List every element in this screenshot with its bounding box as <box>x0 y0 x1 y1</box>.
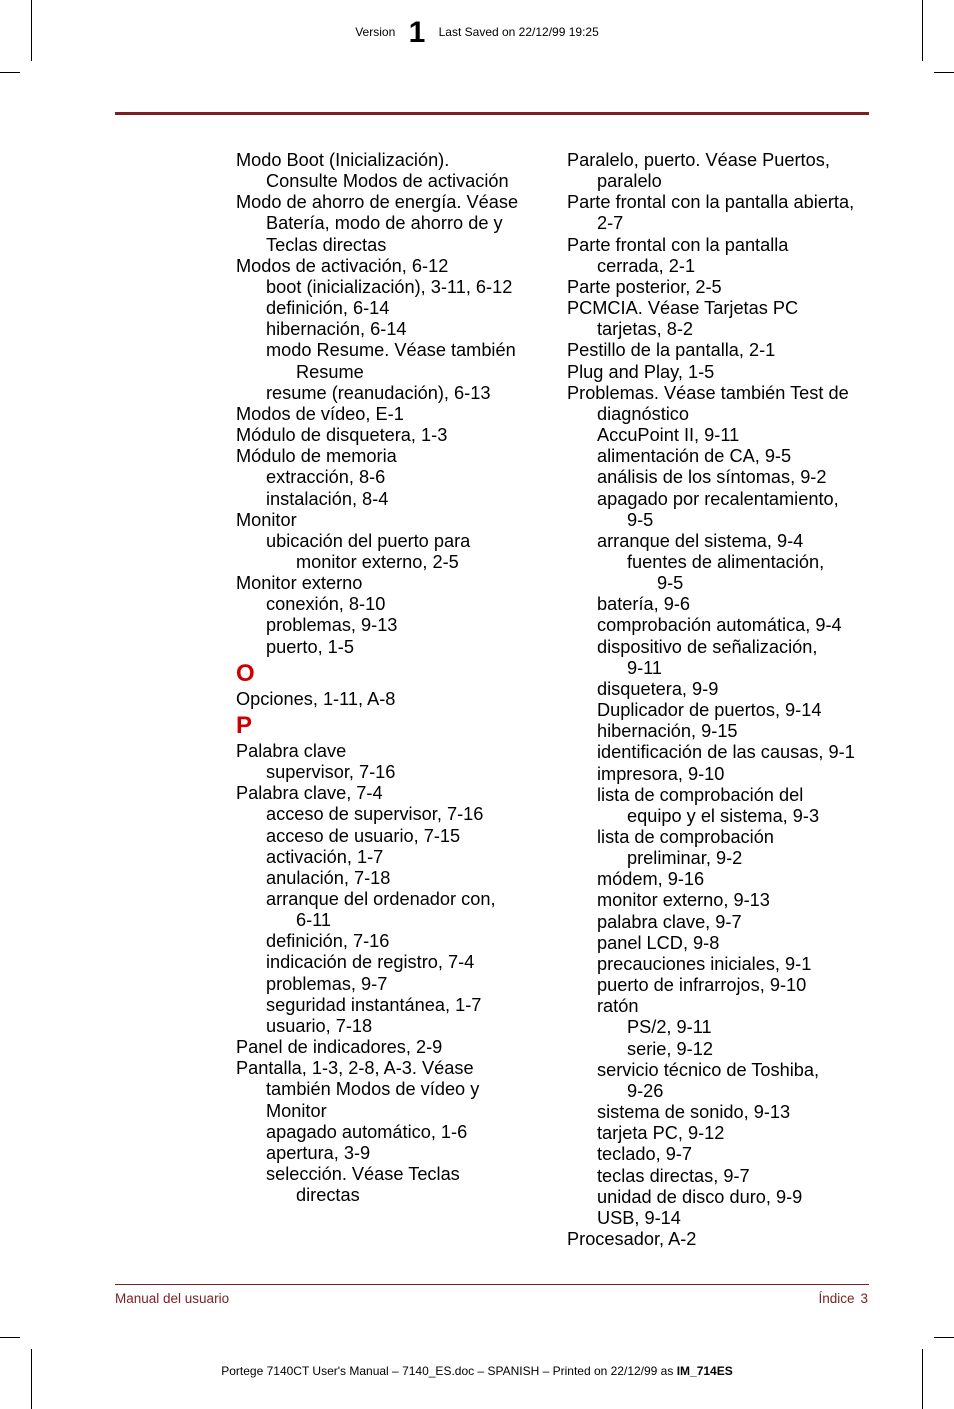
index-subentry: AccuPoint II, 9-11 <box>597 425 740 446</box>
index-subentry: equipo y el sistema, 9-3 <box>627 805 820 826</box>
index-subentry: apertura, 3-9 <box>266 1142 371 1163</box>
index-subentry: monitor externo, 9-13 <box>597 890 770 911</box>
index-subentry: arranque del ordenador con, <box>266 889 496 909</box>
index-subentry: comprobación automática, 9-4 <box>597 615 842 636</box>
index-entry: Palabra clave <box>236 740 347 761</box>
index-subentry: precauciones iniciales, 9-1 <box>597 953 812 974</box>
index-entry: Monitor externo <box>236 573 363 594</box>
index-subentry: usuario, 7-18 <box>266 1015 373 1036</box>
header-rule <box>115 112 869 115</box>
index-entry: Procesador, A-2 <box>567 1228 697 1249</box>
index-subentry: ubicación del puerto para <box>266 530 471 551</box>
index-subentry: apagado por recalentamiento, <box>597 488 839 509</box>
index-subentry: instalación, 8-4 <box>266 488 389 509</box>
index-subentry: cerrada, 2-1 <box>597 255 696 276</box>
index-subentry: disquetera, 9-9 <box>597 678 719 699</box>
crop-mark <box>922 1349 923 1409</box>
index-subentry: también Modos de vídeo y <box>266 1079 480 1100</box>
index-subentry: arranque del sistema, 9-4 <box>597 530 804 551</box>
index-entry: Pestillo de la pantalla, 2-1 <box>567 340 776 361</box>
index-entry: Palabra clave, 7-4 <box>236 783 383 804</box>
section-letter-o: O <box>236 659 255 687</box>
index-subentry: Duplicador de puertos, 9-14 <box>597 700 822 721</box>
index-subentry: análisis de los síntomas, 9-2 <box>597 467 827 488</box>
index-subentry: impresora, 9-10 <box>597 763 725 784</box>
index-entry: Modo de ahorro de energía. Véase <box>236 192 519 213</box>
index-subentry: panel LCD, 9-8 <box>597 932 720 953</box>
index-subentry: hibernación, 9-15 <box>597 721 738 742</box>
index-subentry: anulación, 7-18 <box>266 867 391 888</box>
crop-mark <box>934 72 954 73</box>
index-subentry: lista de comprobación <box>597 827 774 847</box>
section-letter-p: P <box>236 711 253 739</box>
index-subentry: servicio técnico de Toshiba, <box>597 1059 820 1080</box>
index-subentry: Batería, modo de ahorro de y <box>266 213 503 234</box>
index-entry: Modos de activación, 6-12 <box>236 255 449 276</box>
footer-section-label: Índice <box>818 1291 855 1306</box>
index-entry: Opciones, 1-11, A-8 <box>236 688 396 709</box>
index-column-right <box>567 150 877 1250</box>
index-subentry: monitor externo, 2-5 <box>296 551 459 572</box>
index-subentry: 6-11 <box>296 910 332 931</box>
index-subentry: acceso de supervisor, 7-16 <box>266 804 484 825</box>
print-info-text: Portege 7140CT User's Manual – 7140_ES.doc – SPANISH – Printed on 22/12/99 as <box>221 1364 677 1378</box>
index-subentry: indicación de registro, 7-4 <box>266 952 475 973</box>
index-subentry: identificación de las causas, 9-1 <box>597 742 855 763</box>
print-info <box>0 1364 954 1378</box>
version-header <box>0 16 954 49</box>
index-subentry: hibernación, 6-14 <box>266 319 407 340</box>
index-subentry: activación, 1-7 <box>266 846 384 867</box>
index-subentry: Resume <box>296 361 364 382</box>
index-column-left <box>236 150 556 1206</box>
index-entry: PCMCIA. Véase Tarjetas PC <box>567 298 799 319</box>
index-subentry: tarjeta PC, 9-12 <box>597 1123 725 1144</box>
index-subentry: USB, 9-14 <box>597 1207 681 1228</box>
crop-mark <box>0 72 20 73</box>
index-subentry: serie, 9-12 <box>627 1038 713 1059</box>
index-subentry: alimentación de CA, 9-5 <box>597 446 792 467</box>
index-subentry: definición, 6-14 <box>266 298 390 319</box>
footer-manual-title: Manual del usuario <box>115 1291 230 1306</box>
index-entry: Parte frontal con la pantalla <box>567 234 789 255</box>
index-entry: Paralelo, puerto. Véase Puertos, <box>567 150 830 170</box>
index-subentry: PS/2, 9-11 <box>627 1017 712 1038</box>
crop-mark <box>934 1337 954 1338</box>
index-entry: Parte frontal con la pantalla abierta, <box>567 192 855 213</box>
index-subentry: directas <box>296 1185 360 1206</box>
index-subentry: tarjetas, 8-2 <box>597 319 694 340</box>
index-subentry: modo Resume. Véase también <box>266 340 516 361</box>
index-subentry: selección. Véase Teclas <box>266 1164 460 1185</box>
index-subentry: conexión, 8-10 <box>266 594 386 615</box>
footer-page-ref <box>818 1291 868 1306</box>
index-entry: Parte posterior, 2-5 <box>567 276 722 297</box>
index-subentry: Teclas directas <box>266 234 387 255</box>
index-subentry: boot (inicialización), 3-11, 6-12 <box>266 276 513 297</box>
index-subentry: 9-5 <box>657 573 684 594</box>
index-subentry: seguridad instantánea, 1-7 <box>266 994 482 1015</box>
index-subentry: resume (reanudación), 6-13 <box>266 382 491 403</box>
index-subentry: lista de comprobación del <box>597 784 804 805</box>
index-subentry: 9-5 <box>627 509 654 530</box>
index-subentry: Monitor <box>266 1100 327 1121</box>
index-subentry: definición, 7-16 <box>266 931 390 952</box>
last-saved: Last Saved on 22/12/99 19:25 <box>438 25 599 39</box>
print-info-code: IM_714ES <box>676 1364 733 1378</box>
index-subentry: teclas directas, 9-7 <box>597 1165 750 1186</box>
index-subentry: extracción, 8-6 <box>266 467 386 488</box>
index-subentry: dispositivo de señalización, <box>597 636 818 657</box>
version-label: Version <box>355 25 396 39</box>
footer-rule <box>115 1284 869 1285</box>
index-subentry: módem, 9-16 <box>597 869 705 890</box>
version-number: 1 <box>408 16 426 49</box>
index-entry: Pantalla, 1-3, 2-8, A-3. Véase <box>236 1058 474 1079</box>
index-subentry: palabra clave, 9-7 <box>597 911 742 932</box>
index-subentry: puerto de infrarrojos, 9-10 <box>597 975 807 996</box>
index-entry: Módulo de disquetera, 1-3 <box>236 425 448 446</box>
crop-mark <box>0 1337 20 1338</box>
index-entry: Monitor <box>236 509 297 530</box>
index-entry: Modos de vídeo, E-1 <box>236 403 404 424</box>
index-entry: Panel de indicadores, 2-9 <box>236 1037 443 1058</box>
index-subentry: acceso de usuario, 7-15 <box>266 825 461 846</box>
index-entry: Módulo de memoria <box>236 446 397 467</box>
index-subentry: problemas, 9-7 <box>266 973 388 994</box>
index-subentry: unidad de disco duro, 9-9 <box>597 1186 803 1207</box>
index-subentry: apagado automático, 1-6 <box>266 1121 468 1142</box>
index-subentry: Consulte Modos de activación <box>266 171 509 192</box>
index-subentry: diagnóstico <box>597 403 690 424</box>
index-subentry: 9-26 <box>627 1080 664 1101</box>
index-subentry: teclado, 9-7 <box>597 1144 693 1165</box>
index-subentry: 2-7 <box>597 213 624 234</box>
index-subentry: problemas, 9-13 <box>266 615 398 636</box>
index-entry: Problemas. Véase también Test de <box>567 382 849 403</box>
page-number: 3 <box>860 1291 868 1306</box>
index-entry: Modo Boot (Inicialización). <box>236 150 450 170</box>
index-subentry: paralelo <box>597 171 662 192</box>
index-subentry: supervisor, 7-16 <box>266 762 396 783</box>
index-subentry: 9-11 <box>627 657 663 678</box>
index-subentry: batería, 9-6 <box>597 594 691 615</box>
index-subentry: ratón <box>597 996 639 1017</box>
index-subentry: preliminar, 9-2 <box>627 848 743 869</box>
index-subentry: fuentes de alimentación, <box>627 551 825 572</box>
index-entry: Plug and Play, 1-5 <box>567 361 715 382</box>
crop-mark <box>31 1349 32 1409</box>
index-subentry: puerto, 1-5 <box>266 636 354 657</box>
index-subentry: sistema de sonido, 9-13 <box>597 1102 791 1123</box>
